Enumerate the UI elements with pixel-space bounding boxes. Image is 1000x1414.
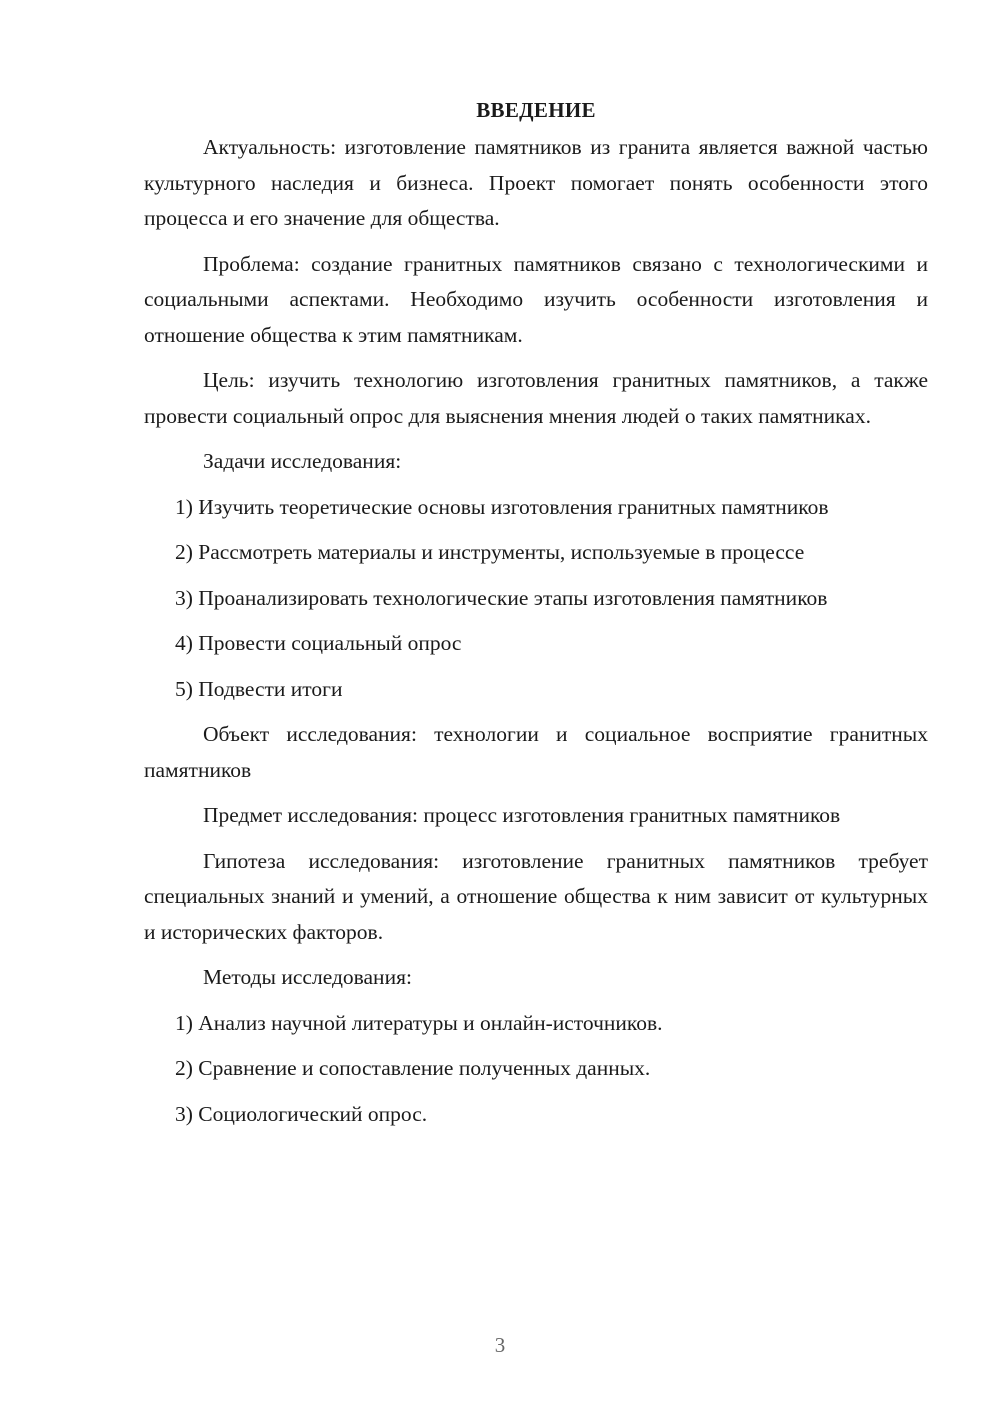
paragraph-object: Объект исследования: технологии и социальное восприятие гранитных памятников (144, 722, 928, 782)
method-item-1: 1) Анализ научной литературы и онлайн-источников. (175, 1010, 663, 1035)
page-number: 3 (494, 1333, 506, 1357)
task-item-4: 4) Провести социальный опрос (175, 631, 462, 655)
paragraph-relevance: Актуальность: изготовление памятников из гранита является важной частью культурного наследия и бизнеса. Проект помогает понять особенности этого процесса и его значение для общества. (144, 135, 928, 230)
paragraph-hypothesis: Гипотеза исследования: изготовление гранитных памятников требует специальных знаний и умений, а отношение общества к ним зависит от культурных и исторических факторов. (144, 848, 928, 944)
paragraph-tasks-heading: Задачи исследования: (203, 449, 402, 473)
paragraph-goal: Цель: изучить технологию изготовления гранитных памятников, а также провести социальный опрос для выяснения мнения людей о таких памятниках. (144, 368, 928, 428)
paragraph-subject: Предмет исследования: процесс изготовления гранитных памятников (203, 803, 841, 827)
paragraph-methods-heading: Методы исследования: (203, 965, 412, 989)
paragraph-problem: Проблема: создание гранитных памятников связано с технологическими и социальными аспектами. Необходимо изучить особенности изготовления и отношение общества к этим памятникам. (144, 251, 928, 347)
page-title: ВВЕДЕНИЕ (476, 98, 596, 122)
task-item-5: 5) Подвести итоги (175, 676, 343, 701)
document-page (144, 92, 928, 1142)
method-item-2: 2) Сравнение и сопоставление полученных данных. (175, 1056, 651, 1080)
task-item-2: 2) Рассмотреть материалы и инструменты, используемые в процессе (175, 540, 805, 564)
task-item-1: 1) Изучить теоретические основы изготовления гранитных памятников (175, 494, 829, 519)
task-item-3: 3) Проанализировать технологические этапы изготовления памятников (175, 585, 828, 610)
method-item-3: 3) Социологический опрос. (175, 1101, 428, 1126)
